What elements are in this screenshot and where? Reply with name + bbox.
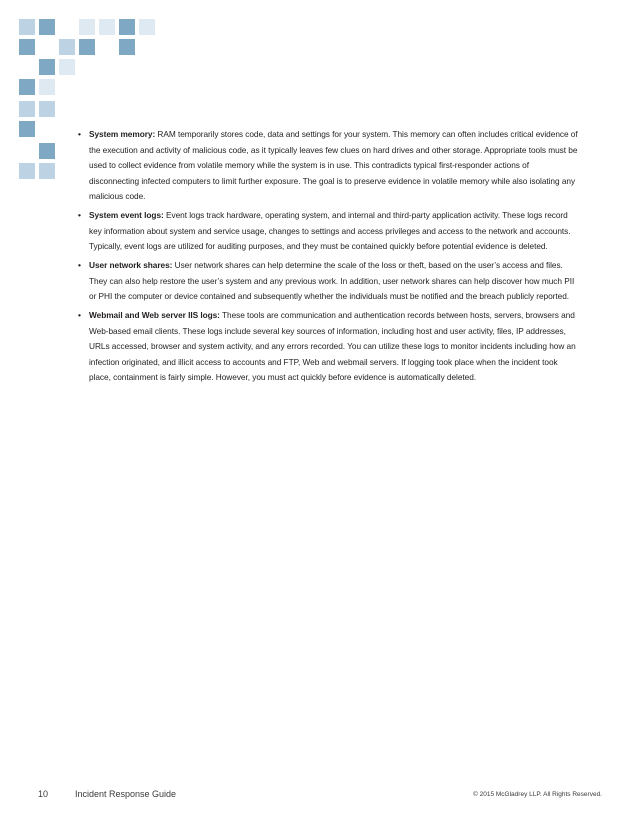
bullet-term: System memory: — [89, 129, 156, 139]
decorative-square — [99, 19, 115, 35]
decorative-square — [39, 163, 55, 179]
decorative-square — [59, 39, 75, 55]
decorative-square — [19, 163, 35, 179]
decorative-square — [19, 79, 35, 95]
bullet-dot-icon: • — [78, 210, 81, 220]
bullet-text: Event logs track hardware, operating system, and internal and third-party application activity. These logs record key information about system and service usage, changes to settings and access privileges and access to the network and accounts. Typically, event logs are utilized for auditing purposes, and they must be contained quickly before potential evidence is deleted. — [89, 210, 571, 251]
bullet-text: User network shares can help determine the scale of the loss or theft, based on the user’s access and files. They can also help restore the user’s system and any previous work. In addition, user network shares can help discover how much PII or PHI the computer or device contained and subsequently whether the individuals must be notified and the breach publicly reported. — [89, 260, 575, 301]
bullet-dot-icon: • — [78, 310, 81, 320]
bullet-term: System event logs: — [89, 210, 164, 220]
bullet-user-network-shares — [78, 258, 578, 305]
bullet-dot-icon: • — [78, 129, 81, 139]
footer-page-number: 10 — [38, 789, 49, 799]
decorative-square — [139, 19, 155, 35]
decorative-square — [39, 19, 55, 35]
decorative-square — [19, 121, 35, 137]
decorative-square — [39, 143, 55, 159]
decorative-square — [119, 39, 135, 55]
bullet-webmail-logs — [78, 308, 578, 386]
decorative-square — [19, 19, 35, 35]
bullet-system-memory — [78, 127, 578, 205]
decorative-square — [59, 59, 75, 75]
bullet-list — [78, 127, 578, 389]
footer-copyright: © 2015 McGladrey LLP. All Rights Reserved. — [473, 791, 602, 798]
decorative-square — [79, 39, 95, 55]
decorative-square — [79, 19, 95, 35]
bullet-term: Webmail and Web server IIS logs: — [89, 310, 220, 320]
bullet-text: These tools are communication and authentication records between hosts, servers, browsers and Web-based email clients. These logs include several key sources of information, including host and user activity, files, IP addresses, URLs accessed, browser and system activity, and any errors recorded. You can utilize these logs to monitor incidents including how an infection originated, and illicit access to accounts and FTP, Web and webmail servers. If logging took place when the incident took place, containment is fairly simple. However, you must act quickly before evidence is automatically deleted. — [89, 310, 576, 382]
decorative-square — [19, 39, 35, 55]
decorative-square — [39, 79, 55, 95]
bullet-term: User network shares: — [89, 260, 173, 270]
bullet-text: RAM temporarily stores code, data and settings for your system. This memory can often includes critical evidence of the execution and activity of malicious code, as it typically leaves few clues on hard drives and other storage. Appropriate tools must be used to collect evidence from volatile memory while the system is in use. This contradicts typical first-responder actions of disconnecting infected computers to limit further exposure. The goal is to preserve evidence in volatile memory while also isolating any malicious code. — [89, 129, 578, 201]
decorative-square — [39, 59, 55, 75]
decorative-square — [119, 19, 135, 35]
bullet-system-event-logs — [78, 208, 578, 255]
decorative-square — [19, 101, 35, 117]
decorative-square — [39, 101, 55, 117]
footer-document-title: Incident Response Guide — [75, 789, 177, 799]
bullet-dot-icon: • — [78, 260, 81, 270]
